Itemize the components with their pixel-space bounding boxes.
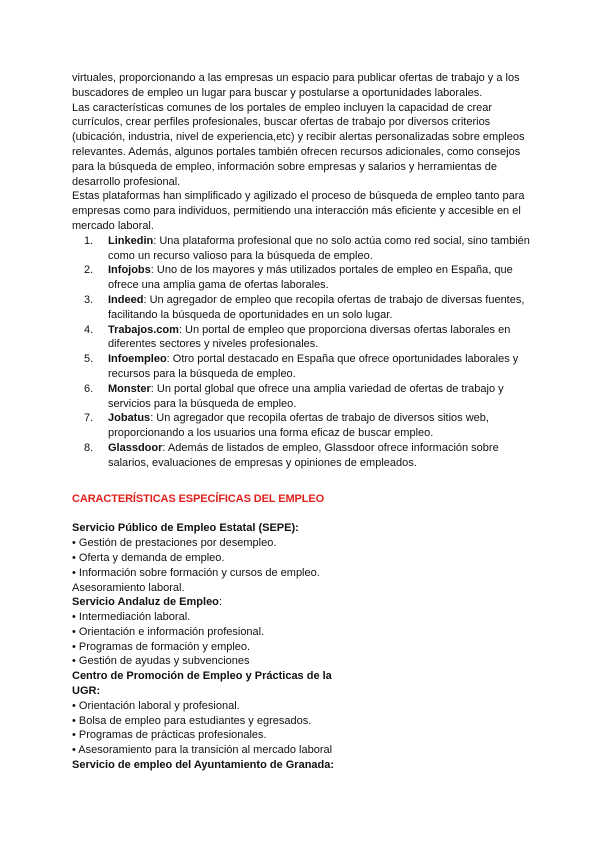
service-title: Servicio Público de Empleo Estatal (SEPE): bbox=[72, 522, 299, 535]
service-granada bbox=[72, 758, 532, 773]
section-heading: CARACTERÍSTICAS ESPECÍFICAS DEL EMPLEO bbox=[72, 492, 325, 505]
service-item: • Información sobre formación y cursos de empleo. bbox=[72, 566, 320, 579]
intro-paragraph-2: Las características comunes de los portales de empleo incluyen la capacidad de crear currículos, crear perfiles profesionales, buscar ofertas de trabajo por diversos criterios (ubicación, industria, nivel de experiencia,etc) y recibir alertas personalizadas sobre empleos relevantes. Además, algunos portales también ofrecen recursos adicionales, como consejos para la búsqueda de empleo, información sobre empresas y salarios y herramientas de desarrollo profesional. bbox=[72, 101, 525, 188]
service-ugr bbox=[72, 669, 532, 758]
service-item: • Oferta y demanda de empleo. bbox=[72, 551, 225, 564]
platform-name: Monster bbox=[108, 382, 151, 395]
service-item: • Programas de prácticas profesionales. bbox=[72, 729, 267, 742]
intro-paragraph-1: virtuales, proporcionando a las empresas un espacio para publicar ofertas de trabajo y a los buscadores de empleo un lugar para buscar y postularse a oportunidades laborales. bbox=[72, 72, 520, 99]
service-title: Centro de Promoción de Empleo y Prácticas de la UGR: bbox=[72, 670, 332, 698]
service-sepe bbox=[72, 521, 532, 595]
service-title-line bbox=[72, 595, 532, 610]
service-title: Servicio de empleo del Ayuntamiento de Granada: bbox=[72, 759, 335, 772]
platform-item bbox=[108, 263, 532, 293]
service-title-suffix: : bbox=[218, 596, 222, 609]
service-item: • Gestión de prestaciones por desempleo. bbox=[72, 537, 277, 550]
platform-desc: : Una plataforma profesional que no solo actúa como red social, sino también como un recurso valioso para la búsqueda de empleo. bbox=[108, 234, 530, 262]
page-content bbox=[72, 71, 532, 773]
service-item: • Orientación laboral y profesional. bbox=[72, 699, 240, 712]
platform-item bbox=[108, 411, 532, 441]
platform-item bbox=[108, 352, 532, 382]
platform-item bbox=[108, 293, 532, 323]
platform-desc: : Un portal de empleo que proporciona diversas ofertas laborales en diferentes sectores y niveles profesionales. bbox=[108, 323, 511, 351]
platforms-list bbox=[72, 234, 532, 471]
service-item: • Gestión de ayudas y subvenciones bbox=[72, 655, 250, 668]
service-title-line bbox=[72, 669, 532, 699]
platform-name: Infoempleo bbox=[108, 353, 167, 366]
service-item: Asesoramiento laboral. bbox=[72, 581, 185, 594]
service-title-line bbox=[72, 758, 532, 773]
service-item: • Programas de formación y empleo. bbox=[72, 640, 251, 653]
service-item: • Bolsa de empleo para estudiantes y egresados. bbox=[72, 714, 312, 727]
platform-desc: : Además de listados de empleo, Glassdoor ofrece información sobre salarios, evaluaciones de empresas y opiniones de empleados. bbox=[108, 441, 499, 469]
platform-desc: : Un agregador que recopila ofertas de trabajo de diversos sitios web, proporcionando a los usuarios una forma eficaz de buscar empleo. bbox=[108, 412, 489, 440]
platform-desc: : Un agregador de empleo que recopila ofertas de trabajo de diversas fuentes, facilitando la búsqueda de oportunidades en un solo lugar. bbox=[108, 293, 525, 321]
platform-desc: : Uno de los mayores y más utilizados portales de empleo en España, que ofrece una amplia gama de ofertas laborales. bbox=[108, 264, 513, 292]
service-andaluz bbox=[72, 595, 532, 669]
platform-desc: : Un portal global que ofrece una amplia variedad de ofertas de trabajo y servicios para la búsqueda de empleo. bbox=[108, 382, 504, 410]
service-item: • Orientación e información profesional. bbox=[72, 625, 265, 638]
intro-paragraph-3: Estas plataformas han simplificado y agilizado el proceso de búsqueda de empleo tanto para empresas como para individuos, permitiendo una interacción más eficiente y accesible en el mercado laboral. bbox=[72, 190, 525, 232]
platform-desc: : Otro portal destacado en España que ofrece oportunidades laborales y recursos para la búsqueda de empleo. bbox=[108, 353, 519, 380]
platform-name: Trabajos.com bbox=[108, 323, 179, 336]
service-item: • Intermediación laboral. bbox=[72, 611, 191, 624]
platform-name: Glassdoor bbox=[108, 441, 163, 454]
platform-item bbox=[108, 382, 532, 412]
platform-name: Linkedin bbox=[108, 234, 154, 247]
service-title: Servicio Andaluz de Empleo bbox=[72, 596, 219, 609]
platform-item bbox=[108, 234, 532, 264]
platform-name: Infojobs bbox=[108, 264, 151, 277]
service-item: • Asesoramiento para la transición al mercado laboral bbox=[72, 744, 333, 757]
platform-item bbox=[108, 441, 532, 471]
platform-name: Indeed bbox=[108, 293, 144, 306]
platform-name: Jobatus bbox=[108, 412, 151, 425]
platform-item bbox=[108, 323, 532, 353]
